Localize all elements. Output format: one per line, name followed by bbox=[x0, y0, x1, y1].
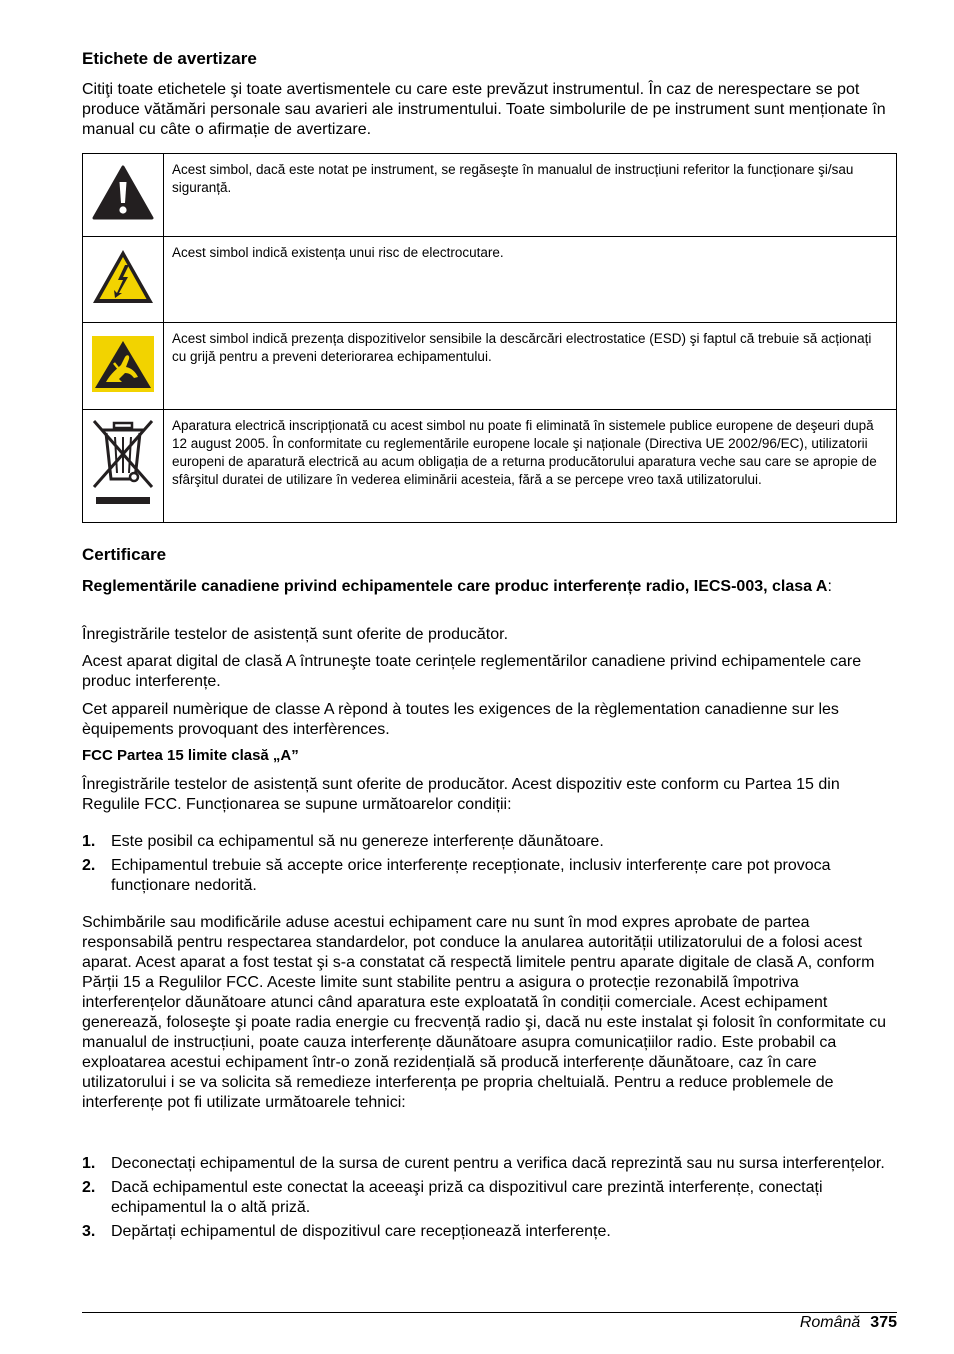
canada-heading-colon: : bbox=[827, 578, 832, 595]
symbol-description: Acest simbol indică existența unui risc de electrocutare. bbox=[164, 237, 897, 323]
page-footer bbox=[800, 1313, 897, 1333]
symbol-row bbox=[83, 237, 897, 323]
list-text: Echipamentul trebuie să accepte orice interferențe recepționate, inclusiv interferențe care pot provoca funcționare nedorită. bbox=[111, 857, 831, 894]
warning-labels-intro: Citiţi toate etichetele şi toate avertismentele cu care este prevăzut instrumentul. În caz de nerespectare se pot produce vătămări personale sau avarieri ale instrumentului. Toate simbolurile de pe instrument sunt menționate în manual cu câte o afirmație de avertizare. bbox=[82, 81, 886, 138]
canada-paragraph-3: Cet appareil numèrique de classe A rèpond à toutes les exigences de la règlementation canadienne sur les èquipements provoquant des interfèrences. bbox=[82, 701, 839, 738]
list-number: 1. bbox=[82, 1155, 96, 1172]
symbol-description: Aparatura electrică inscripționată cu acest simbol nu poate fi eliminată în sistemele publice europene de deşeuri după 12 august 2005. În conformitate cu reglementările europene locale şi naționale (Directiva UE 2002/96/EC), utilizatorii europeni de aparatură electrică au acum obligația de a returna producătorului aparatura veche sau care se apropie de sfârşitul duratei de utilizare în vederea eliminării acesteia, fără a se percepe vreo taxă utilizatorului. bbox=[164, 410, 897, 523]
canada-heading-text: Reglementările canadiene privind echipamentele care produc interferențe radio, IECS-003, clasa A bbox=[82, 578, 828, 595]
symbol-icon-cell bbox=[83, 154, 164, 237]
interference-remedies-list bbox=[82, 1154, 897, 1242]
fcc-paragraph-1: Înregistrările testelor de asistență sunt oferite de producător. Acest dispozitiv este conform cu Partea 15 din Regulile FCC. Funcționarea se supune următoarelor condiții: bbox=[82, 776, 840, 813]
list-text: Depărtați echipamentul de dispozitivul care recepționează interferențe. bbox=[111, 1223, 611, 1240]
symbol-row bbox=[83, 154, 897, 237]
warning-symbols-table bbox=[82, 153, 897, 523]
footer-language: Română bbox=[799, 1314, 861, 1331]
list-number: 3. bbox=[82, 1223, 96, 1240]
list-item bbox=[82, 1178, 897, 1218]
symbol-row bbox=[83, 410, 897, 523]
list-number: 2. bbox=[82, 1179, 96, 1196]
symbol-icon-cell bbox=[83, 323, 164, 410]
symbol-icon-cell bbox=[83, 237, 164, 323]
electric-shock-icon bbox=[91, 248, 155, 306]
weee-crossed-bin-icon bbox=[90, 417, 156, 511]
list-text: Dacă echipamentul este conectat la aceeaşi priză ca dispozitivul care prezintă interferențe, conectați echipamentul la o altă priză. bbox=[111, 1179, 823, 1216]
symbol-description: Acest simbol, dacă este notat pe instrument, se regăseşte în manualul de instrucțiuni referitor la funcționare şi/sau siguranță. bbox=[164, 154, 897, 237]
list-text: Este posibil ca echipamentul să nu genereze interferențe dăunătoare. bbox=[111, 833, 604, 850]
symbol-description: Acest simbol indică prezența dispozitivelor sensibile la descărcări electrostatice (ESD) şi faptul că trebuie să acționați cu grijă pentru a preveni deteriorarea echipamentului. bbox=[164, 323, 897, 410]
footer-divider bbox=[82, 1312, 897, 1313]
canada-regulations-heading bbox=[82, 577, 897, 597]
section-title-warning-labels: Etichete de avertizare bbox=[82, 49, 257, 68]
fcc-paragraph-2: Schimbările sau modificările aduse acestui echipament care nu sunt în mod expres aprobate de partea responsabilă pentru respectarea standardelor, pot conduce la anularea autorității utilizatorului de a folosi acest aparat. Acest aparat a fost testat şi s-a constatat că respectă limitele pentru aparate digitale de clasă A, conform Părții 15 a Regulilor FCC. Aceste limite sunt stabilite pentru a asigura o protecție rezonabilă împotriva interferențelor dăunătoare atunci când aparatura este exploatată în condiții comerciale. Acest echipament generează, foloseşte şi poate radia energie cu frecvență radio şi, dacă nu este instalat şi folosit în conformitate cu manualul de instrucțiuni, poate cauza interferențe dăunătoare asupra comunicațiilor radio. Este probabil ca exploatarea acestui echipament într-o zonă rezidențială să producă interferențe dăunătoare, caz în care utilizatorului i se va solicita să remedieze interferența pe propria cheltuială. Pentru a reduce problemele de interferențe pot fi utilizate următoarele tehnici: bbox=[82, 914, 887, 1111]
canada-paragraph-1: Înregistrările testelor de asistență sunt oferite de producător. bbox=[82, 626, 509, 643]
list-item bbox=[82, 1222, 897, 1242]
page-number: 375 bbox=[870, 1314, 897, 1331]
list-item bbox=[82, 856, 897, 896]
section-title-certification: Certificare bbox=[82, 545, 167, 564]
canada-paragraph-2: Acest aparat digital de clasă A întruneşte toate cerințele reglementărilor canadiene privind echipamentele care produc interferențe. bbox=[82, 653, 862, 690]
list-item bbox=[82, 832, 897, 852]
list-number: 1. bbox=[82, 833, 96, 850]
symbol-row bbox=[83, 323, 897, 410]
symbol-icon-cell bbox=[83, 410, 164, 523]
esd-icon bbox=[91, 335, 155, 393]
list-number: 2. bbox=[82, 857, 96, 874]
warning-triangle-icon bbox=[92, 165, 154, 221]
fcc-conditions-list bbox=[82, 832, 897, 896]
fcc-heading: FCC Partea 15 limite clasă „A” bbox=[82, 747, 299, 764]
list-text: Deconectați echipamentul de la sursa de curent pentru a verifica dacă reprezintă sau nu sursa interferențelor. bbox=[111, 1155, 885, 1172]
list-item bbox=[82, 1154, 897, 1174]
